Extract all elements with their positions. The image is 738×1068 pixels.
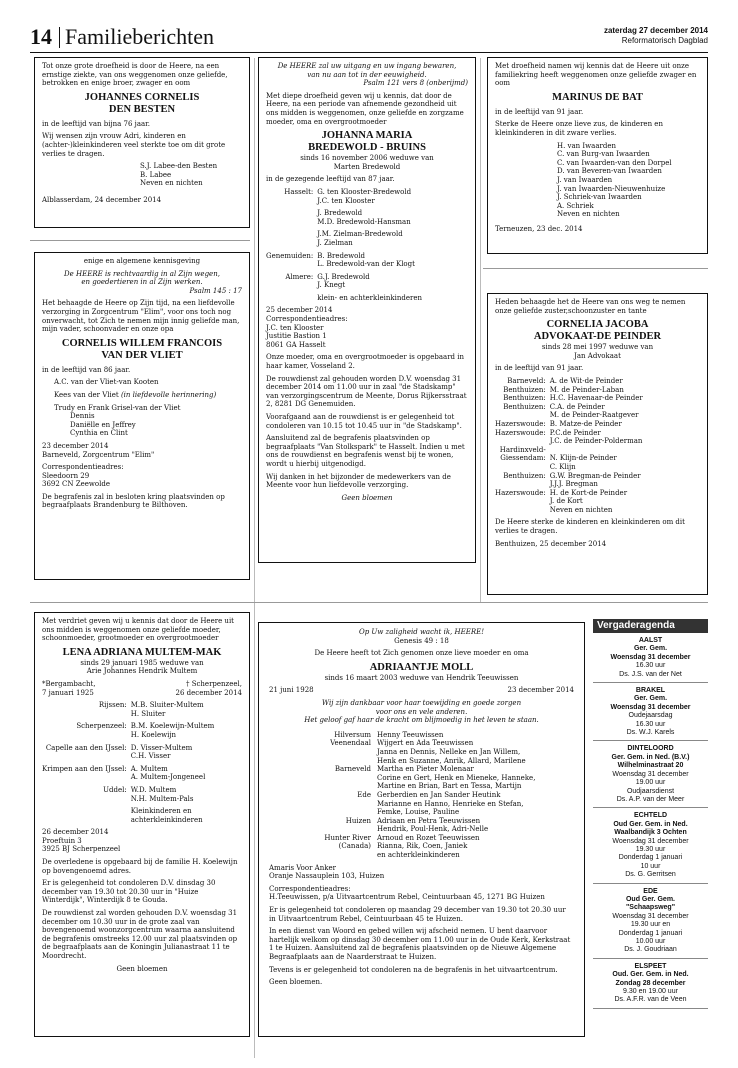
ad-age: in de leeftijd van 91 jaar. — [495, 107, 584, 116]
family-place: Huizen — [345, 816, 371, 825]
obituary-multem-mak — [34, 612, 250, 1037]
family-line: Daniëlle en Jeffrey — [70, 420, 136, 429]
family-member: Henny Teeuwissen — [377, 730, 444, 739]
birth-date: 21 juni 1928 — [269, 686, 314, 695]
bible-reference: Genesis 49 : 18 — [394, 636, 449, 645]
family-member: Martine en Brian, Bart en Tessa, Martijn — [377, 782, 522, 791]
deceased-name: LENA ADRIANA MULTEM-MAK — [62, 646, 222, 658]
agenda-time3: Donderdag 1 januari — [618, 854, 683, 862]
agenda-time: 16.30 uur — [635, 662, 666, 670]
family-member: en achterkleinkinderen — [377, 851, 460, 860]
agenda-time2: 16.30 uur — [635, 720, 666, 728]
ad-text: Sterke de Heere onze lieve zus, de kinderen en kleinkinderen in dit zware verlies. — [495, 120, 663, 137]
family-member: klein- en achterkleinkinderen — [317, 293, 422, 302]
obituary-advokaat-de-peinder — [487, 293, 708, 595]
agenda-when: Waalbandijk 3 Ochten — [614, 829, 687, 837]
family-place — [266, 281, 313, 290]
family-place — [495, 411, 546, 420]
family-member: H. Koelewijn — [130, 730, 176, 739]
family-member: Gerberdien en Jan Sander Heutink — [377, 790, 501, 799]
ad-place-date: Alblasserdam, 24 december 2014 — [42, 195, 162, 204]
agenda-place: BRAKEL — [635, 687, 666, 695]
deceased-name: CORNELIS WILLEM FRANCOIS VAN DER VLIET — [61, 337, 223, 361]
family-place — [309, 757, 371, 766]
family-line: Cynthia en Clint — [70, 429, 128, 438]
ad-kicker: enige en algemene kennisgeving — [83, 257, 201, 265]
agenda-org: Ger. Gem. — [633, 695, 668, 703]
family-place — [309, 808, 371, 817]
family-place — [42, 752, 127, 761]
family-member: Henk en Suzanne, Anrik, Allard, Marilene — [377, 756, 526, 765]
family-place: Capelle aan den IJssel: — [45, 743, 127, 752]
family-member: C.H. Visser — [130, 752, 171, 761]
family-place — [495, 463, 546, 472]
agenda-org: Oud Ger. Gem. — [625, 895, 675, 903]
family-member: Martha en Pieter Molenaar — [377, 765, 474, 774]
family-member: J.C. de Peinder-Polderman — [549, 437, 643, 446]
agenda-entry — [593, 808, 708, 883]
agenda-time3: Donderdag 1 januari — [618, 929, 683, 937]
ad-intro: Met verdriet geven wij u kennis dat door de Heere uit ons midden is weggenomen onze geliefde moeder, schoonmoeder, grootmoeder en overgrootmoeder — [42, 617, 234, 643]
family-list — [42, 701, 242, 824]
obituary-den-besten — [34, 57, 250, 228]
family-member: J. Schriek-van Iwaarden — [557, 193, 642, 202]
family-place: Hasselt: — [284, 187, 314, 196]
family-place: Benthuizen: — [503, 385, 546, 394]
agenda-who: Ds. J.S. van der Net — [619, 670, 682, 678]
family-member: D. Visser-Multem — [130, 743, 193, 752]
family-place: Hazerswoude: — [495, 428, 546, 437]
family-list — [266, 188, 468, 303]
family-place: Hazerswoude: — [495, 488, 546, 497]
agenda-when: Zondag 28 december — [615, 979, 686, 987]
agenda-org: Ger. Gem. — [633, 645, 668, 653]
address-line: Oranje Nassauplein 103, Huizen — [269, 872, 385, 881]
bible-verse: De HEERE is rechtvaardig in al Zijn wegen, en goedertieren in al Zijn werken. — [64, 269, 220, 287]
obituary-bredewold-bruins — [258, 57, 476, 563]
family-member: J. van Iwaarden-Nieuwenhuize — [557, 184, 666, 193]
agenda-when: Wilhelminastraat 20 — [617, 762, 684, 770]
family-member: H. de Kort-de Peinder — [549, 488, 628, 497]
ad-date: 26 december 2014 — [42, 828, 109, 837]
family-member: H. van Iwaarden — [557, 141, 616, 150]
family-member: Neven en nichten — [557, 210, 620, 219]
family-member: A. Schriek — [557, 201, 594, 210]
agenda-who: Ds. A.P. van der Meer — [616, 795, 685, 803]
agenda-time4: 10 uur — [640, 862, 661, 870]
address-line: H.Teeuwissen, p/a Uitvaartcentrum Rebel, Ceintuurbaan 45, 1271 BG Huizen — [269, 893, 545, 902]
family-member: B. Matze-de Peinder — [549, 419, 622, 428]
family-member: H. Sluiter — [130, 709, 166, 718]
ad-paragraph: Voorafgaand aan de rouwdienst is er gelegenheid tot condoleren van 10.15 tot 10.45 uur in "de Stadskamp". — [266, 413, 462, 430]
birth-info: *Bergambacht, 7 januari 1925 — [42, 679, 96, 697]
ad-intro: Met diepe droefheid geven wij u kennis, dat door de Heere, na een periode van afnemende gezondheid uit ons midden is weggenomen, onze geliefde en zorgzame moeder, oma en overgrootmoeder — [266, 91, 464, 126]
agenda-when: Woensdag 31 december — [610, 653, 691, 661]
ad-paragraph: Aansluitend zal de begrafenis plaatsvinden op begraafplaats "Van Stolkspark" te Hasselt. Indien u met ons de rouwdienst en begrafenis wenst bij te wonen, wordt u hierbij uitgenodigd. — [266, 434, 465, 468]
ad-text: Wij wensen zijn vrouw Adri, kinderen en (achter-)kleinkinderen veel sterkte toe om dit grote verlies te dragen. — [42, 132, 226, 158]
family-place: (Canada) — [338, 842, 371, 851]
memorial-quote: Wij zijn dankbaar voor haar toewijding en goede zorgen voor ons en vele anderen. Het geloof gaf haar de kracht om blijmoedig in het leven te staan. — [304, 698, 539, 725]
bible-reference: Psalm 121 vers 8 (onberijmd) — [363, 79, 468, 88]
address-line: Proeftuin 3 — [42, 836, 82, 845]
family-member: D. van Beveren-van Iwaarden — [557, 167, 662, 176]
ad-paragraph: Er is gelegenheid tot condoleren op maandag 29 december van 19.30 tot 20.30 uur in Uitvaartcentrum Rebel, Ceintuurbaan 45 te Huizen. — [269, 906, 566, 923]
ad-intro: Tot onze grote droefheid is door de Heere, na een ernstige ziekte, van ons weggenomen onze geliefde, betrokken en enige broer, zwager en oom — [42, 62, 228, 88]
agenda-time: Woensdag 31 december — [612, 770, 689, 778]
ad-text: De Heere sterke de kinderen en kleinkinderen om dit verlies te dragen. — [495, 518, 685, 536]
family-member: J. de Kort — [549, 497, 583, 506]
meeting-agenda — [593, 619, 708, 1059]
family-member: H.C. Havenaar-de Peinder — [549, 394, 643, 403]
family-member: C.A. de Peinder — [549, 402, 605, 411]
header-divider — [59, 27, 60, 48]
ad-intro: De Heere heeft tot Zich genomen onze lieve moeder en oma — [314, 649, 529, 658]
family-line: Trudy en Frank Grisel-van der Vliet — [54, 403, 181, 412]
family-member: M. de Peinder-Laban — [549, 385, 624, 394]
family-member: A. Multem — [130, 764, 168, 773]
address-line: 3925 BJ Scherpenzeel — [42, 845, 121, 854]
address-line: Justitie Bastion 1 — [266, 332, 327, 341]
family-place — [42, 773, 127, 782]
family-member: J.J.J. Bregman — [549, 480, 598, 489]
ad-place: Barneveld, Zorgcentrum "Elim" — [42, 450, 155, 459]
family-place: Hunter River — [324, 833, 371, 842]
ad-place-date: Terneuzen, 23 dec. 2014 — [495, 224, 583, 233]
deceased-name: JOHANNES CORNELIS DEN BESTEN — [84, 91, 200, 115]
section-title: Familieberichten — [65, 24, 215, 49]
agenda-when: Woensdag 31 december — [610, 703, 691, 711]
agenda-place: AALST — [638, 637, 663, 644]
agenda-org: Oud Ger. Gem. in Ned. — [613, 820, 688, 828]
issue-date: zaterdag 27 december 2014 — [603, 26, 708, 35]
family-member: Femke, Louise, Pauline — [377, 808, 460, 817]
family-member: P.C.de Peinder — [549, 428, 601, 437]
family-place — [495, 497, 546, 506]
ad-age: in de leeftijd van bijna 76 jaar. — [42, 119, 150, 128]
bible-verse: Op Uw zaligheid wacht ik, HEERE! — [358, 628, 485, 636]
family-member: B. Bredewold — [317, 251, 366, 260]
death-date: 23 december 2014 — [507, 686, 574, 695]
family-place: Ede — [357, 790, 371, 799]
family-place — [495, 480, 546, 489]
ad-paragraph: Onze moeder, oma en overgrootmoeder is opgebaard in haar kamer, Vosseland 2. — [266, 353, 464, 371]
agenda-who: Ds. W.J. Karels — [626, 729, 675, 737]
agenda-list — [593, 633, 708, 1009]
ad-closing: Geen bloemen. — [269, 978, 323, 987]
family-line: Dennis — [70, 412, 95, 421]
family-place — [266, 218, 313, 227]
family-place — [309, 748, 371, 757]
family-member: J. van Iwaarden — [557, 175, 613, 184]
ad-paragraph: Tevens is er gelegenheid tot condoleren na de begrafenis in het uitvaartcentrum. — [269, 965, 558, 974]
ad-age: in de leeftijd van 91 jaar. — [495, 364, 584, 373]
page-header — [30, 24, 708, 50]
address-line: J.C. ten Klooster — [266, 323, 324, 332]
family-place — [309, 774, 371, 783]
agenda-entry — [593, 884, 708, 959]
column-divider — [254, 58, 255, 1058]
family-member — [550, 446, 700, 455]
agenda-place: ELSPEET — [634, 962, 667, 970]
burial-info: De begrafenis zal in besloten kring plaatsvinden op begraafplaats Brandenburg te Bilthoven. — [42, 492, 225, 510]
family-member: M.D. Bredewold-Hansman — [317, 217, 411, 226]
agenda-time: Oudejaarsdag — [628, 712, 673, 720]
family-place — [495, 506, 546, 515]
family-place — [42, 795, 127, 804]
agenda-entry — [593, 683, 708, 741]
agenda-time2: 19.30 uur — [635, 845, 666, 853]
agenda-who: Ds. J. Goudriaan — [624, 946, 677, 954]
family-member: Kleinkinderen en — [130, 807, 192, 816]
family-member: G.W. Bregman-de Peinder — [549, 471, 641, 480]
agenda-time: Woensdag 31 december — [612, 912, 689, 920]
family-member: C. Klijn — [549, 462, 576, 471]
agenda-time4: 10.00 uur — [635, 938, 666, 945]
family-place — [266, 209, 313, 218]
deceased-name: MARINUS DE BAT — [552, 91, 643, 103]
agenda-when: "Schaapsweg" — [625, 904, 676, 912]
family-member: N. Klijn-de Peinder — [549, 454, 617, 463]
family-member: J.C. ten Klooster — [317, 196, 375, 205]
family-list — [495, 142, 700, 219]
ad-intro: Het behaagde de Heere op Zijn tijd, na een liefdevolle verzorging in Zorgcentrum "Elim", voor ons toch nog onverwacht, tot Zich te nemen mijn innig geliefde man, mijn vader, schoonvader en onze opa — [42, 299, 240, 334]
correspondence-label: Correspondentieadres: — [42, 463, 124, 472]
family-place: Giessendam: — [500, 454, 546, 463]
family-member: J. Bredewold — [317, 209, 363, 218]
birth-death — [269, 686, 574, 695]
family-member: Rianna, Rik, Coen, Janiek — [377, 842, 468, 851]
deceased-name: JOHANNA MARIA BREDEWOLD - BRUINS — [308, 130, 426, 154]
widow-of: sinds 16 november 2006 weduwe van Marten Bredewold — [300, 154, 434, 171]
family-member: C. van Iwaarden-van den Dorpel — [557, 158, 672, 167]
family-place: Uddel: — [103, 785, 127, 794]
family-list — [269, 731, 574, 860]
family-place — [309, 825, 371, 834]
death-info: † Scherpenzeel, 26 december 2014 — [175, 679, 242, 697]
family-place: Rijssen: — [98, 701, 127, 710]
ad-age: in de leeftijd van 86 jaar. — [42, 365, 131, 374]
ad-paragraph: De rouwdienst zal worden gehouden D.V. woensdag 31 december om 10.30 uur in de grote zaal van bovengenoemd woonzorgcentrum waarna aansluitend de begrafenis omstreeks 12.00 uur zal plaatsvinden op de begraafplaats aan de Koningin Julianastraat 11 te Moordrecht. — [42, 909, 238, 960]
agenda-entry — [593, 959, 708, 1009]
family-member: J.M. Zielman-Bredewold — [317, 230, 403, 239]
agenda-entry — [593, 633, 708, 683]
family-place — [42, 816, 127, 825]
family-place — [309, 800, 371, 809]
paper-name: Reformatorisch Dagblad — [621, 36, 708, 45]
row-divider — [30, 602, 708, 603]
family-place — [42, 710, 127, 719]
agenda-entry — [593, 741, 708, 808]
family-member: achterkleinkinderen — [130, 815, 203, 824]
header-meta — [604, 26, 708, 46]
family-place — [42, 807, 127, 816]
family-member: A. de Wit-de Peinder — [549, 376, 623, 385]
family-member: Hendrik, Poul-Henk, Adri-Nelle — [377, 825, 489, 834]
bible-reference: Psalm 145 : 17 — [189, 286, 242, 295]
agenda-time: Woensdag 31 december — [612, 837, 689, 845]
family-place: Benthuizen: — [503, 402, 546, 411]
family-place: Hardinxveld- — [499, 445, 546, 454]
birth-death — [42, 680, 242, 697]
family-list — [495, 377, 700, 515]
family-member: C. van Burg-van Iwaarden — [557, 150, 650, 159]
ad-paragraph: De rouwdienst zal gehouden worden D.V. woensdag 31 december 2014 om 11.00 uur in zaal "de Stadskamp" van verzorgingscentrum de Meente, Dorus Rijkersstraat 2, 8281 DG Genemuiden. — [266, 374, 467, 409]
obituary-de-bat — [487, 57, 708, 254]
family-place: Veenendaal — [330, 739, 371, 748]
column-divider — [480, 58, 481, 603]
agenda-who: Ds. A.F.R. van de Veen — [614, 996, 687, 1004]
family-place: Almere: — [285, 272, 314, 281]
obituary-van-der-vliet — [34, 252, 250, 580]
family-place — [309, 782, 371, 791]
bible-verse: De HEERE zal uw uitgang en uw ingang bewaren, van nu aan tot in der eeuwigheid. — [277, 62, 457, 79]
family-member: N.H. Multem-Pals — [130, 794, 194, 803]
family-member: Wijgert en Ada Teeuwissen — [377, 739, 474, 748]
family-place: Genemuiden: — [266, 251, 314, 260]
family-member: Neven en nichten — [549, 505, 613, 514]
agenda-time2: 19.30 uur en — [630, 921, 671, 929]
ad-place-date: Benthuizen, 25 december 2014 — [495, 539, 607, 548]
ad-date: 23 december 2014 — [42, 441, 109, 450]
ad-paragraph: Wij danken in het bijzonder de medewerkers van de Meente voor hun liefdevolle verzorging. — [266, 472, 451, 490]
family-place: Krimpen aan den IJssel: — [42, 764, 127, 773]
ad-paragraph: Er is gelegenheid tot condoleren D.V. dinsdag 30 december van 19.30 tot 20.30 uur in "Huize Winterdijk", Winterdijk 8 te Gouda. — [42, 879, 216, 905]
family-member: Adriaan en Petra Teeuwissen — [377, 816, 481, 825]
agenda-place: ECHTELD — [633, 812, 668, 820]
ad-signatories: S.J. Labee-den Besten B. Labee Neven en nichten — [140, 162, 218, 188]
family-member: J. Zielman — [317, 238, 353, 247]
correspondence-label: Correspondentieadres: — [266, 315, 348, 324]
family-place: Hazerswoude: — [495, 419, 546, 428]
deceased-name: ADRIAANTJE MOLL — [369, 661, 474, 673]
family-place: Barneveld — [334, 765, 371, 774]
ad-closing: Geen bloemen — [116, 964, 168, 973]
agenda-time2: 19.00 uur — [635, 779, 666, 787]
family-place — [42, 731, 127, 740]
family-place: Scherpenzeel: — [76, 722, 127, 731]
correspondence-label: Correspondentieadres: — [269, 884, 351, 893]
row-divider — [30, 240, 250, 241]
address-line: 8061 GA Hasselt — [266, 340, 326, 349]
address-line: Amaris Voor Anker — [269, 863, 336, 872]
family-place: Benthuizen: — [503, 471, 546, 480]
family-member: Arnoud en Rozet Teeuwissen — [377, 833, 480, 842]
agenda-who: Ds. G. Gerritsen — [625, 871, 676, 879]
address-line: Sleedoorn 29 — [42, 471, 90, 480]
family-place: Hilversum — [334, 730, 371, 739]
widow-of: sinds 28 mei 1997 weduwe van Jan Advokaat — [541, 343, 654, 360]
page-number: 14 — [30, 24, 52, 49]
deceased-name: CORNELIA JACOBA ADVOKAAT-DE PEINDER — [533, 319, 662, 343]
family-member: A. Multem-Jongeneel — [130, 773, 206, 782]
family-member: Janna en Dennis, Nelleke en Jan Willem, — [377, 747, 521, 756]
ad-age: in de gezegende leeftijd van 87 jaar. — [266, 175, 395, 184]
agenda-time3: Oudjaarsdienst — [626, 787, 675, 795]
ad-closing: Geen bloemen — [341, 493, 393, 502]
family-place — [266, 230, 313, 239]
family-place: Barneveld: — [507, 376, 546, 385]
ad-intro: Heden behaagde het de Heere van ons weg te nemen onze geliefde zuster,schoonzuster en tante — [495, 298, 686, 315]
family-member: G. ten Klooster-Bredewold — [317, 187, 412, 196]
agenda-org: Oud. Ger. Gem. in Ned. — [612, 971, 689, 979]
family-place — [495, 437, 546, 446]
ad-intro: Met droefheid namen wij kennis dat de Heere uit onze familiekring heeft weggenomen onze geliefde zwager en oom — [495, 62, 697, 88]
family-member: W.D. Multem — [130, 785, 177, 794]
family-member: B.M. Koelewijn-Multem — [130, 722, 215, 731]
ad-paragraph: In een dienst van Woord en gebed willen wij afscheid nemen. U bent daarvoor hartelijk welkom op dinsdag 30 december om 11.00 uur in de Oude Kerk, Kerkstraat 1 te Huizen. Aansluitend zal de begrafenis plaatsvinden op de Nieuwe Algemene Begraafplaats aan de Naarderstraat te Huizen. — [269, 927, 571, 961]
family-place: Benthuizen: — [503, 394, 546, 403]
agenda-org: Ger. Gem. in Ned. (B.V.) — [611, 753, 690, 761]
obituary-moll — [258, 622, 585, 1037]
family-line: A.C. van der Vliet-van Kooten — [54, 378, 159, 387]
family-member: M.B. Sluiter-Multem — [130, 701, 204, 710]
family-member: Corine en Gert, Henk en Mieneke, Hanneke, — [377, 773, 536, 782]
family-member: Marianne en Hanno, Henrieke en Stefan, — [377, 799, 524, 808]
agenda-place: DINTELOORD — [627, 745, 674, 753]
header-rule — [30, 52, 708, 53]
agenda-place: EDE — [643, 887, 658, 895]
family-member: L. Bredewold-van der Klogt — [317, 260, 415, 269]
family-member: M. de Peinder-Raatgever — [549, 411, 639, 420]
family-place — [266, 239, 313, 248]
family-member: J. Knegt — [317, 281, 346, 290]
family-member: G.J. Bredewold — [317, 272, 370, 281]
ad-date: 25 december 2014 — [266, 306, 333, 315]
agenda-time: 9.30 en 19.00 uur — [623, 988, 678, 996]
row-divider — [483, 268, 708, 269]
family-place — [266, 197, 313, 206]
family-place — [266, 260, 313, 269]
agenda-title: Vergaderagenda — [593, 619, 708, 633]
address-line: 3692 CN Zeewolde — [42, 480, 110, 489]
family-place — [309, 851, 371, 860]
family-place — [266, 294, 313, 303]
widow-of: sinds 16 maart 2003 weduwe van Hendrik Teeuwissen — [324, 673, 519, 682]
ad-paragraph: De overledene is opgebaard bij de familie H. Koelewijn op bovengenoemd adres. — [42, 858, 238, 875]
widow-of: sinds 29 januari 1985 weduwe van Arie Johannes Hendrik Multem — [80, 658, 204, 676]
family-line: Kees van der Vliet (in liefdevolle herinnering) — [54, 390, 217, 399]
